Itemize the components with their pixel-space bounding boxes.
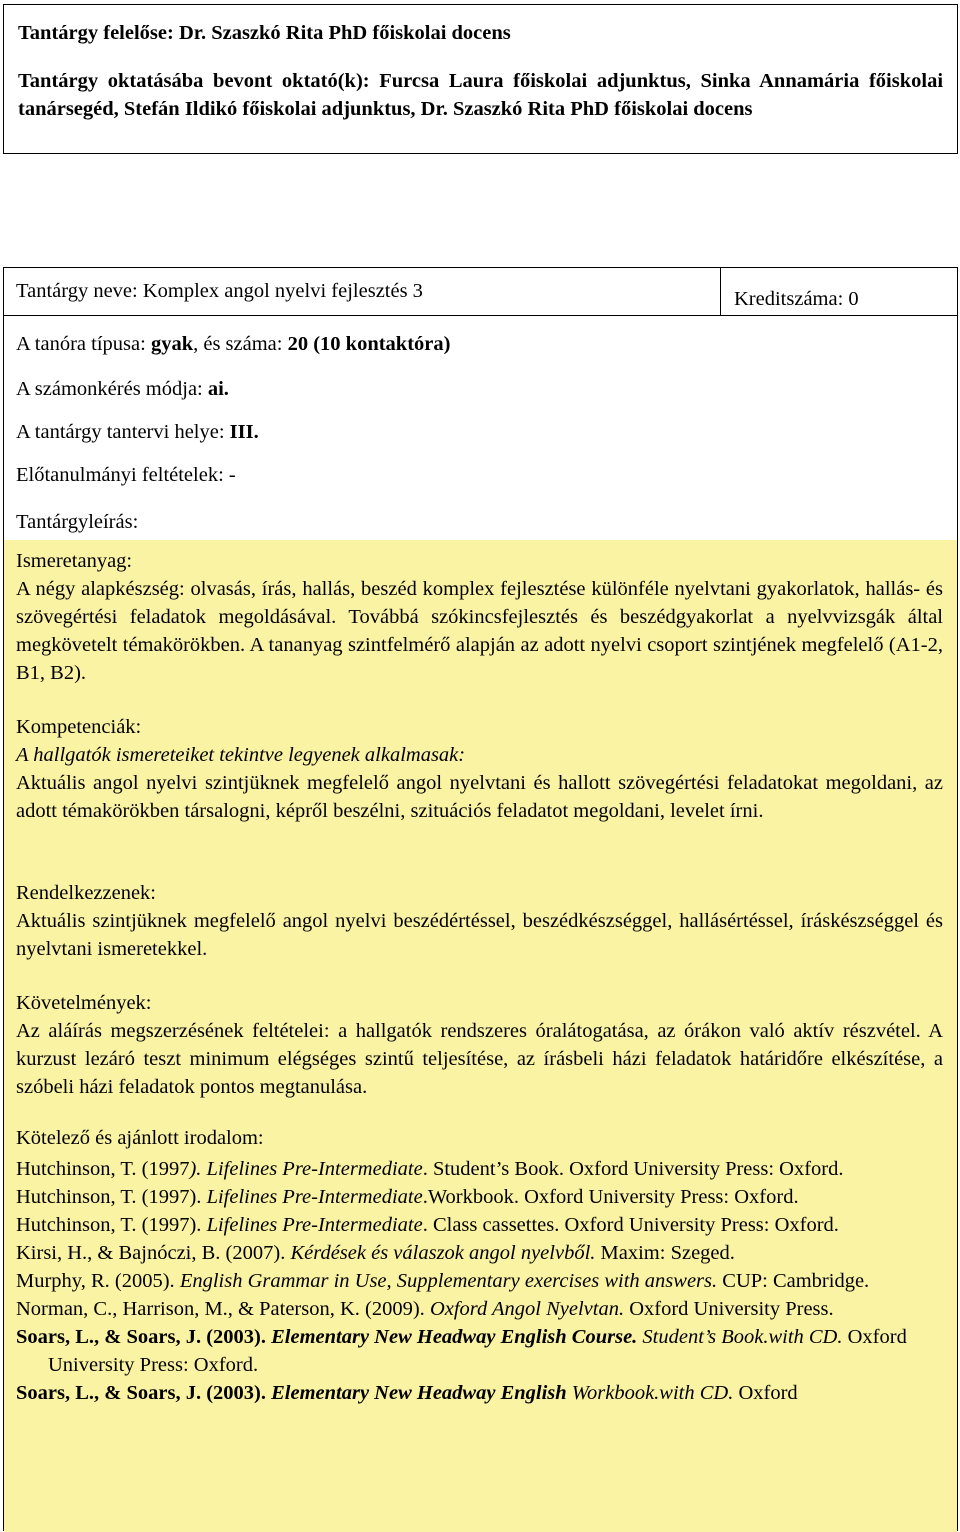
reference-title: English Grammar in Use, Supplementary exercises with answers. [179,1270,718,1292]
curriculum-place-value: III. [229,421,259,443]
assessment-value: ai. [207,378,229,400]
possess-text: Aktuális szintjüknek megfelelő angol nyelvi beszédértéssel, beszédkészséggel, hallásértéssel, íráskészséggel és nyelvtani ismeretekkel. [16,910,943,960]
content-text: A négy alapkészség: olvasás, írás, hallás, beszéd komplex fejlesztése különféle nyelvtani gyakorlatok, hallás- és szövegértési feladatok megoldásával. Továbbá szókincsfejlesztés és beszédgyakorlat a nyelvvizsgák által megkövetelt témakörökben. A tananyag szintfelmérő alapján az adott nyelvi csoport szintjének megfelelő (A1-2, B1, B2). [16,578,943,684]
reference-item [16,1183,943,1211]
prerequisites [16,461,236,489]
reference-rest: Oxford University Press: Oxford. [48,1326,907,1376]
reference-item [16,1155,943,1183]
course-name-value: Komplex angol nyelvi fejlesztés 3 [142,280,423,302]
prerequisites-value: - [228,464,236,486]
responsible-value: Dr. Szaszkó Rita PhD főiskolai docens [178,22,511,44]
curriculum-place [16,418,259,446]
reference-rest-italic: Student’s Book.with CD. [637,1326,843,1348]
course-box [3,267,958,1531]
credits-cell [720,268,958,315]
reference-authors: Hutchinson, T. (1997 [16,1158,190,1180]
reference-authors: Hutchinson, T. (1997). [16,1186,207,1208]
responsible-box [3,4,958,154]
lesson-count-label: , és száma: [193,333,283,355]
reference-authors: Norman, C., Harrison, M., & Paterson, K. (2009). [16,1298,430,1320]
competences-subheading: A hallgatók ismereteiket tekintve legyenek alkalmasak: [16,744,466,766]
lesson-type-value: gyak [150,333,194,355]
reference-rest: . Class cassettes. Oxford University Press: Oxford. [422,1214,839,1236]
reference-rest: Oxford [733,1382,798,1404]
competences-text: Aktuális angol nyelvi szintjüknek megfelelő angol nyelvtani és hallott szövegértési feladatokat megoldani, az adott témakörökben társalogni, képről beszélni, szituációs feladatot megoldani, levelet írni. [16,772,943,822]
possess-heading: Rendelkezzenek: [16,882,157,904]
reference-authors: Soars, L., & Soars, J. (2003). [16,1382,272,1404]
instructors-label: Tantárgy oktatásába bevont oktató(k): [18,70,370,92]
reference-title: Kérdések és válaszok angol nyelvből. [290,1242,596,1264]
content-heading: Ismeretanyag: [16,550,133,572]
requirements-text: Az aláírás megszerzésének feltételei: a hallgatók rendszeres óralátogatása, az órákon való aktív részvétel. A kurzust lezáró teszt minimum elégséges szintű teljesítése, az írásbeli házi feladatok határidőre elkészítése, a szóbeli házi feladatok pontos megtanulása. [16,1020,943,1098]
reference-item [16,1239,943,1267]
reference-item [16,1295,943,1323]
reference-item [16,1211,943,1239]
responsible-label: Tantárgy felelőse: [18,22,174,44]
reference-title: Lifelines Pre-Intermediate [206,1186,423,1208]
reference-rest-italic: Workbook.with CD. [566,1382,734,1404]
curriculum-place-label: A tantárgy tantervi helye: [16,421,225,443]
reference-title: Elementary New Headway English Course. [271,1326,638,1348]
reference-rest: . Student’s Book. Oxford University Press: Oxford. [422,1158,844,1180]
reference-title: Lifelines Pre-Intermediate [206,1214,423,1236]
assessment [16,375,229,403]
credits-label: Kreditszáma: [734,288,844,310]
reference-authors: Soars, L., & Soars, J. (2003). [16,1326,272,1348]
reference-rest: .Workbook. Oxford University Press: Oxford. [422,1186,799,1208]
reference-authors: Hutchinson, T. (1997). [16,1214,207,1236]
reference-item [16,1323,943,1379]
reference-item [16,1379,943,1407]
reference-rest: CUP: Cambridge. [717,1270,870,1292]
reference-list [16,1155,943,1407]
lesson-count-value: 20 (10 kontaktóra) [287,333,451,355]
lesson-type-label: A tanóra típusa: [16,333,146,355]
course-name [16,277,423,305]
course-name-label: Tantárgy neve: [16,280,138,302]
reference-rest: Maxim: Szeged. [595,1242,735,1264]
prerequisites-label: Előtanulmányi feltételek: [16,464,224,486]
reference-authors: Kirsi, H., & Bajnóczi, B. (2007). [16,1242,291,1264]
assessment-label: A számonkérés módja: [16,378,203,400]
lesson-type [16,330,450,358]
course-name-row [4,268,957,316]
reference-title: Elementary New Headway English [271,1382,567,1404]
reference-item [16,1267,943,1295]
credits [734,285,859,313]
instructors-value: Furcsa Laura főiskolai adjunktus, Sinka Annamária főiskolai tanársegéd, Stefán Ildikó főiskolai adjunktus, Dr. Szaszkó Rita PhD főiskolai docens [18,70,944,120]
instructors-line [18,67,943,123]
reference-title: Oxford Angol Nyelvtan. [429,1298,625,1320]
reference-authors: Murphy, R. (2005). [16,1270,180,1292]
credits-value: 0 [848,288,859,310]
description-label: Tantárgyleírás: [16,511,139,533]
reference-title: ). Lifelines Pre-Intermediate [189,1158,423,1180]
requirements-heading: Követelmények: [16,992,152,1014]
competences-heading: Kompetenciák: [16,716,142,738]
reference-rest: Oxford University Press. [624,1298,834,1320]
literature-heading: Kötelező és ajánlott irodalom: [16,1127,264,1149]
description-panel [4,540,957,1532]
responsible-line [18,19,943,47]
